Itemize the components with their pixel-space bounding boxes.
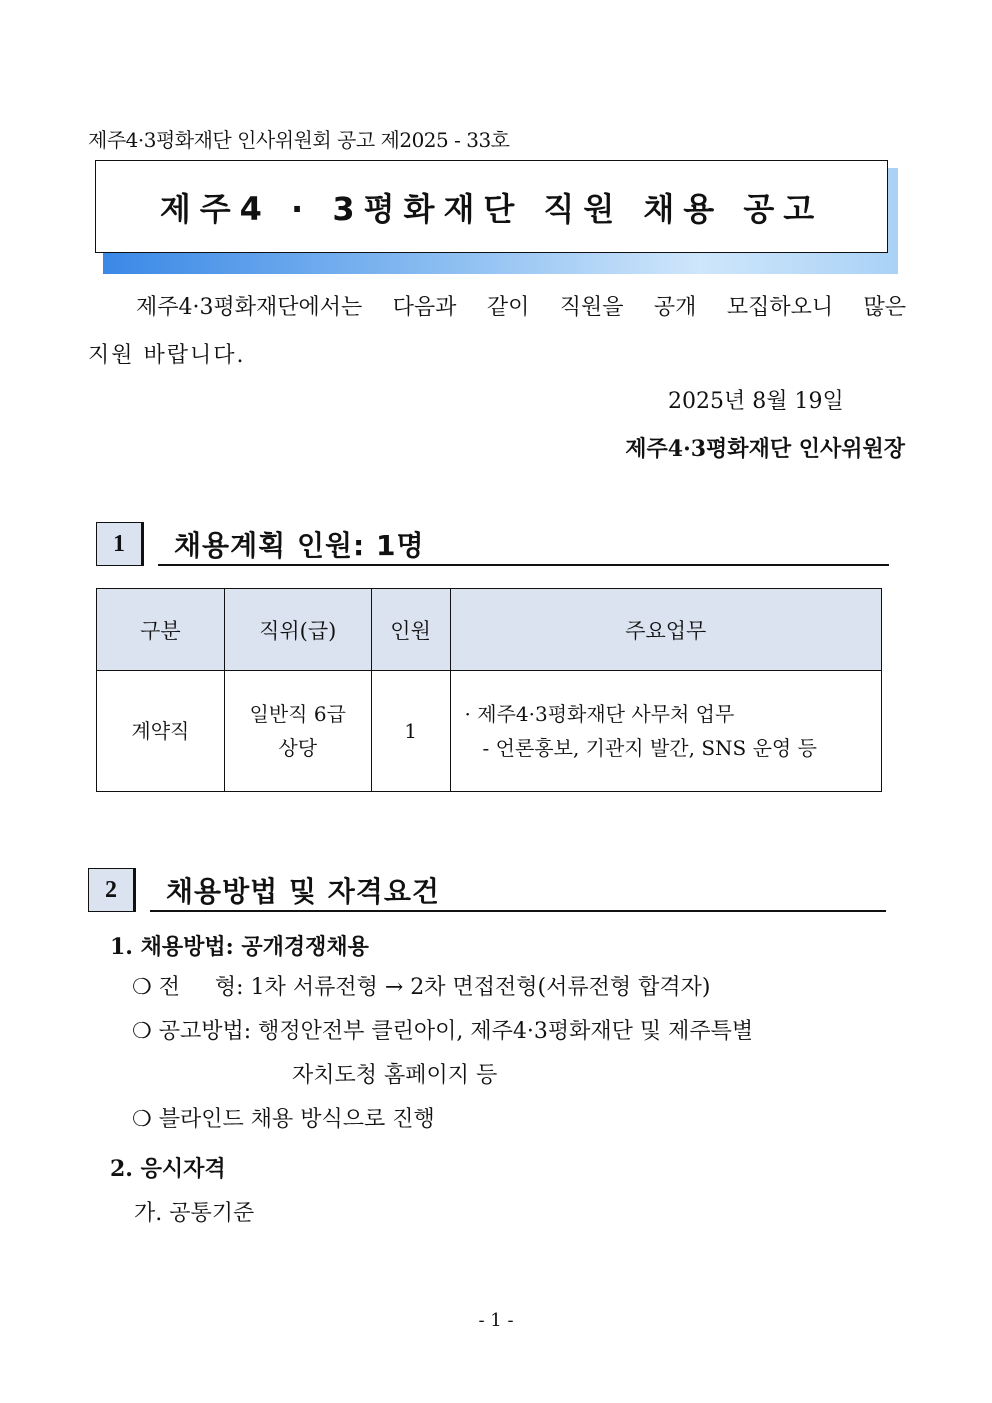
section2-underline <box>150 910 886 912</box>
section1-title: 채용계획 인원: 1명 <box>174 529 425 562</box>
document-title: 제주4 · 3평화재단 직원 채용 공고 <box>159 189 824 228</box>
duty-line2: - 언론홍보, 기관지 발간, SNS 운영 등 <box>482 736 817 760</box>
table-row <box>97 671 882 792</box>
cell-duties <box>450 671 881 792</box>
section1-underline <box>158 564 889 566</box>
notice-date: 2025년 8월 19일 <box>668 389 844 414</box>
position-line1: 일반직 6급 <box>249 702 346 726</box>
bullet-selection: ❍ 전 형: 1차 서류전형 → 2차 면접전형(서류전형 합격자) <box>132 975 711 1000</box>
bullet-announcement-cont: 자치도청 홈페이지 등 <box>292 1063 498 1088</box>
bullet-blind: ❍ 블라인드 채용 방식으로 진행 <box>132 1107 435 1132</box>
section1-number: 1 <box>96 522 144 566</box>
cell-type: 계약직 <box>97 671 225 792</box>
header-type: 구분 <box>97 589 225 671</box>
method-heading: 1. 채용방법: 공개경쟁채용 <box>110 934 369 960</box>
bullet-announcement: ❍ 공고방법: 행정안전부 클린아이, 제주4·3평화재단 및 제주특별 <box>132 1019 754 1044</box>
header-position: 직위(급) <box>224 589 371 671</box>
cell-position <box>224 671 371 792</box>
intro-text-line2: 지원 바랍니다. <box>88 343 246 368</box>
page-number: - 1 - <box>478 1310 514 1331</box>
recruitment-table <box>96 588 882 792</box>
duty-line1: · 제주4·3평화재단 사무처 업무 <box>464 702 735 726</box>
issuer: 제주4·3평화재단 인사위원장 <box>625 436 905 462</box>
section2-number: 2 <box>88 868 136 912</box>
notice-number: 제주4·3평화재단 인사위원회 공고 제2025 - 33호 <box>88 128 510 152</box>
qualification-heading: 2. 응시자격 <box>110 1156 226 1182</box>
header-duties: 주요업무 <box>450 589 881 671</box>
common-criteria: 가. 공통기준 <box>134 1201 255 1226</box>
title-box <box>95 160 888 253</box>
table-header-row <box>97 589 882 671</box>
header-count: 인원 <box>371 589 450 671</box>
intro-text-line1: 제주4·3평화재단에서는 다음과 같이 직원을 공개 모집하오니 많은 <box>136 295 906 320</box>
position-line2: 상당 <box>278 736 318 760</box>
section2-title: 채용방법 및 자격요건 <box>166 875 440 908</box>
cell-count: 1 <box>371 671 450 792</box>
